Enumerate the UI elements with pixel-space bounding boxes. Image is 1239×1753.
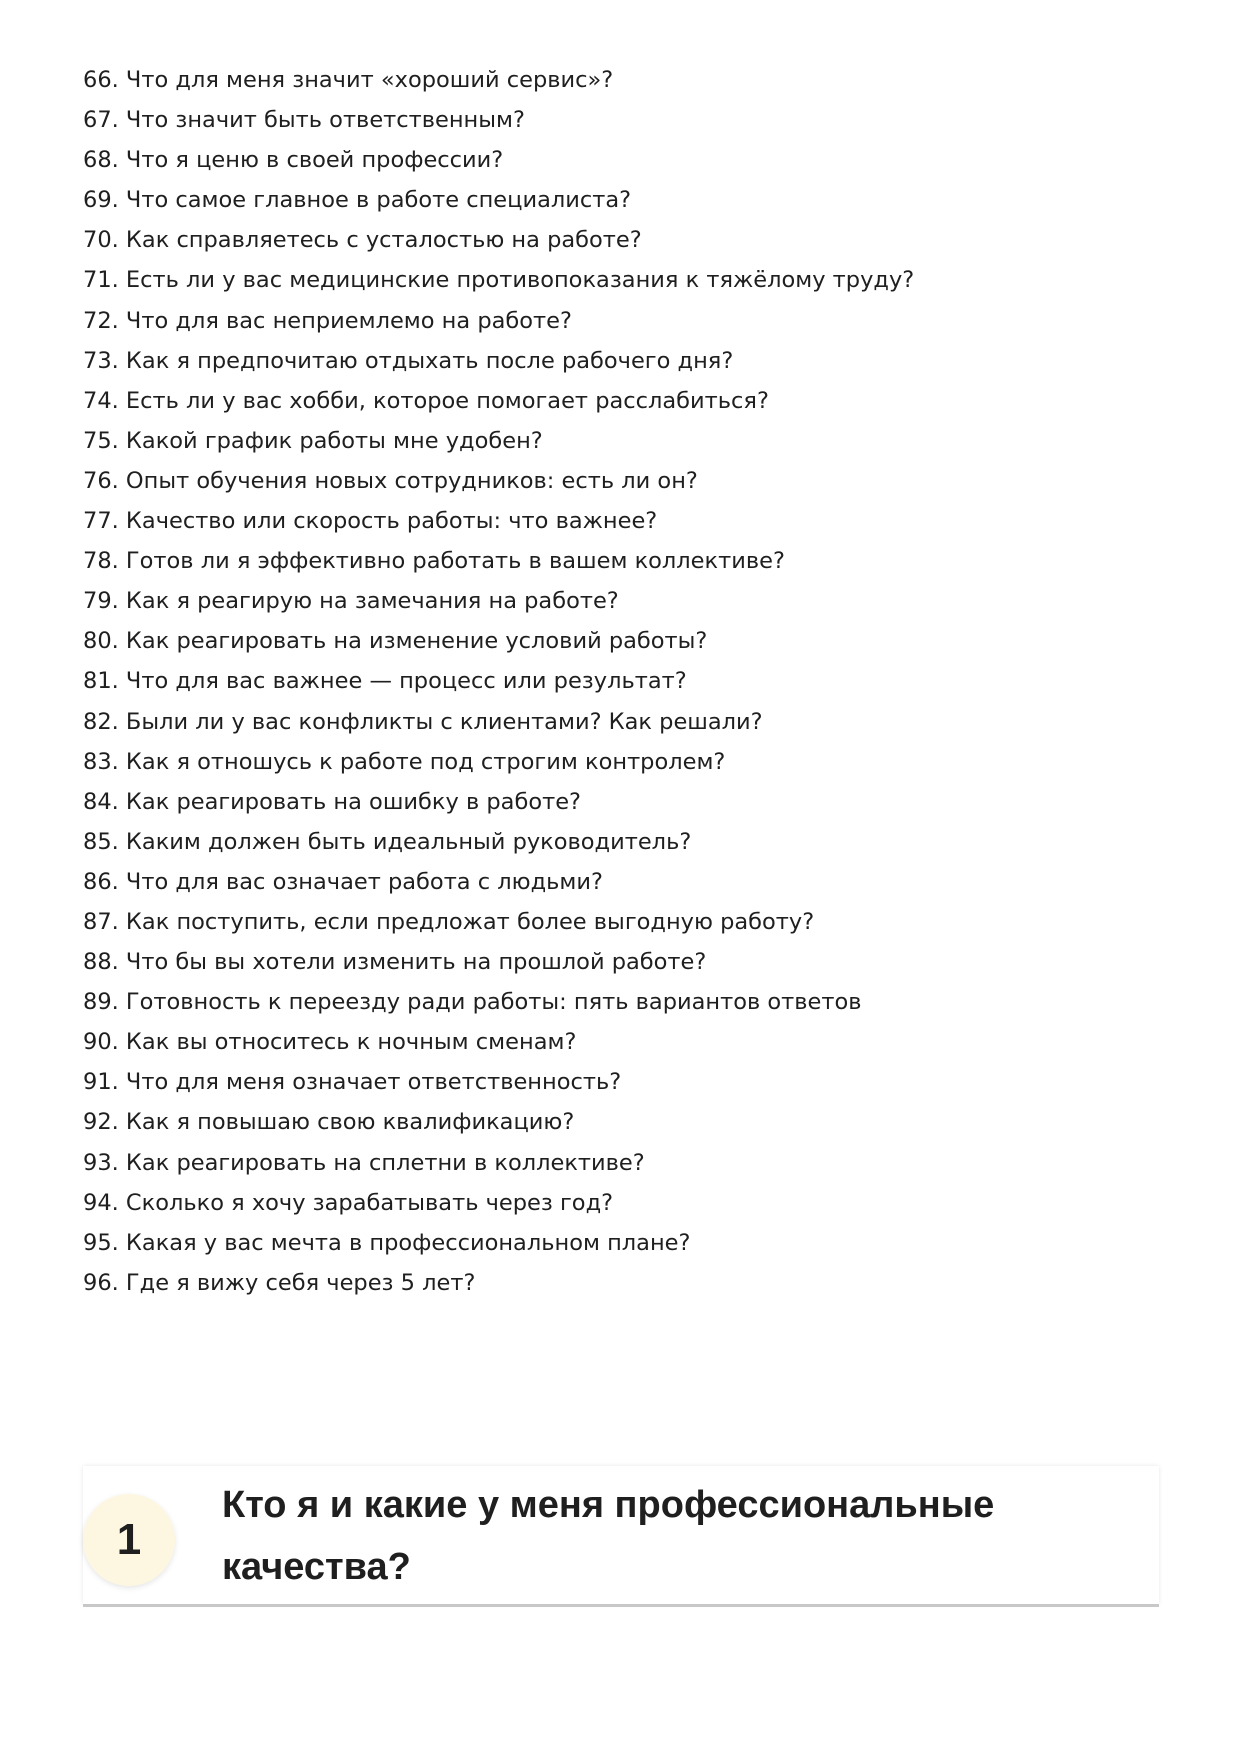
- list-item: 73. Как я предпочитаю отдыхать после рабочего дня?: [83, 347, 734, 374]
- list-item: 88. Что бы вы хотели изменить на прошлой работе?: [83, 949, 707, 976]
- list-item: 77. Качество или скорость работы: что важнее?: [83, 508, 658, 535]
- list-item: 85. Каким должен быть идеальный руководитель?: [83, 828, 692, 855]
- list-item: 75. Какой график работы мне удобен?: [83, 427, 543, 454]
- list-item: 93. Как реагировать на сплетни в коллективе?: [83, 1149, 645, 1176]
- list-item: 67. Что значит быть ответственным?: [83, 107, 525, 134]
- list-item: 79. Как я реагирую на замечания на работе?: [83, 588, 619, 615]
- section-header-card: [83, 1466, 1159, 1604]
- list-item: 69. Что самое главное в работе специалиста?: [83, 187, 632, 214]
- list-item: 81. Что для вас важнее — процесс или результат?: [83, 668, 687, 695]
- list-item: 87. Как поступить, если предложат более выгодную работу?: [83, 908, 815, 935]
- list-item: 74. Есть ли у вас хобби, которое помогает расслабиться?: [83, 387, 769, 414]
- list-item: 66. Что для меня значит «хороший сервис»?: [83, 67, 614, 93]
- list-item: 80. Как реагировать на изменение условий работы?: [83, 628, 708, 655]
- section-number-badge: 1: [83, 1494, 175, 1586]
- list-item: 84. Как реагировать на ошибку в работе?: [83, 788, 581, 815]
- list-item: 76. Опыт обучения новых сотрудников: есть ли он?: [83, 467, 698, 494]
- list-item: 90. Как вы относитесь к ночным сменам?: [83, 1029, 577, 1056]
- list-item: 86. Что для вас означает работа с людьми?: [83, 868, 603, 895]
- section-title: Кто я и какие у меня профессиональные качества?: [222, 1484, 995, 1588]
- list-item: 83. Как я отношусь к работе под строгим контролем?: [83, 748, 726, 775]
- list-item: 91. Что для меня означает ответственность?: [83, 1069, 622, 1096]
- list-item: 96. Где я вижу себя через 5 лет?: [83, 1269, 476, 1296]
- list-item: 94. Сколько я хочу зарабатывать через год?: [83, 1189, 614, 1216]
- list-item: 70. Как справляетесь с усталостью на работе?: [83, 227, 642, 254]
- list-item: 95. Какая у вас мечта в профессиональном плане?: [83, 1229, 691, 1256]
- question-list: [83, 60, 914, 1303]
- list-item: 71. Есть ли у вас медицинские противопоказания к тяжёлому труду?: [83, 267, 915, 294]
- list-item: 78. Готов ли я эффективно работать в вашем коллективе?: [83, 548, 785, 575]
- list-item: 89. Готовность к переезду ради работы: пять вариантов ответов: [83, 989, 862, 1016]
- list-item: 82. Были ли у вас конфликты с клиентами? Как решали?: [83, 708, 763, 735]
- list-item: 68. Что я ценю в своей профессии?: [83, 147, 504, 174]
- list-item: 92. Как я повышаю свою квалификацию?: [83, 1109, 575, 1136]
- list-item: 72. Что для вас неприемлемо на работе?: [83, 307, 572, 334]
